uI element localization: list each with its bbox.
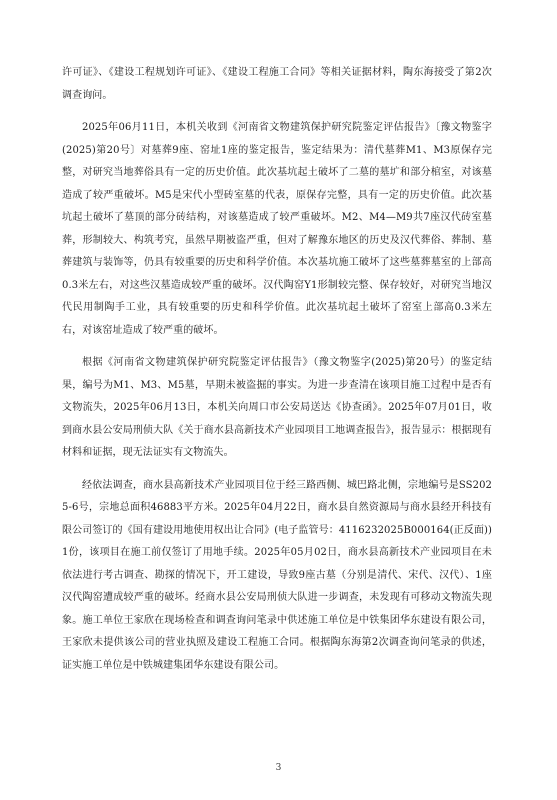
paragraph-appraisal-report: 2025年06月11日，本机关收到《河南省文物建筑保护研究院鉴定评估报告》〔豫文物鉴字(2025)第20号〕对墓葬9座、窑址1座的鉴定报告，鉴定结果为：清代墓葬M1、M3原保存完整，对研究当地葬俗具有一定的历史价值。此次基坑起土破坏了二墓的墓圹和部分棺室，对该墓造成了较严重破坏。M5是宋代小型砖室墓的代表，原保存完整，具有一定的历史价值。此次基坑起土破坏了墓顶的部分砖结构，对该墓造成了较严重破坏。M2、M4—M9共7座汉代砖室墓葬，形制较大、构筑考究，虽然早期被盗严重，但对了解豫东地区的历史及汉代葬俗、葬制、墓葬建筑与装饰等，仍具有较重要的历史和科学价值。本次基坑施工破坏了这些墓葬墓室的上部高0.3米左右，对这些汉墓造成较严重的破坏。汉代陶窑Y1形制较完整、保存较好，对研究当地汉代民用制陶手工业，具有较重要的历史和科学价值。此次基坑起土破坏了窑室上部高0.3米左右，对该窑址造成了较严重的破坏。 <box>62 122 492 336</box>
paragraph-investigation-request: 根据《河南省文物建筑保护研究院鉴定评估报告》（豫文物鉴字(2025)第20号）的鉴定结果，编号为M1、M3、M5墓，早期未被盗掘的事实。为进一步查清在该项目施工过程中是否有文物流失，2025年06月13日，本机关向周口市公安局送达《协查函》。2025年07月01日，收到商水县公安局刑侦大队《关于商水县高新技术产业园项目工地调查报告》，报告显示：根据现有材料和证据，现无法证实有文物流失。 <box>62 357 492 458</box>
document-body <box>62 62 492 687</box>
paragraph-legal-findings: 经依法调查，商水县高新技术产业园项目位于经三路西侧、城巴路北侧，宗地编号是SS2025-6号，宗地总面积46883平方米。2025年04月22日，商水县自然资源局与商水县经开科技有限公司签订的《国有建设用地使用权出让合同》(电子监管号：4116232025B000164(正反面))1份，该项目在施工前仅签订了用地手续。2025年05月02日，商水县高新技术产业园项目在未依法进行考古调查、勘探的情况下，开工建设，导致9座古墓（分别是清代、宋代、汉代）、1座汉代陶窑遭成较严重的破坏。经商水县公安局刑侦大队进一步调查，未发现有可移动文物流失现象。施工单位王家欣在现场检查和调查询问笔录中供述施工单位是中铁集团华东建设有限公司，王家欣未提供该公司的营业执照及建设工程施工合同。根据陶东海第2次调查询问笔录的供述，证实施工单位是中铁城建集团华东建设有限公司。 <box>62 479 492 671</box>
page-number: 3 <box>275 763 282 773</box>
paragraph-continuation: 许可证》、《建设工程规划许可证》、《建设工程施工合同》等相关证据材料，陶东海接受了第2次调查询问。 <box>62 67 492 101</box>
